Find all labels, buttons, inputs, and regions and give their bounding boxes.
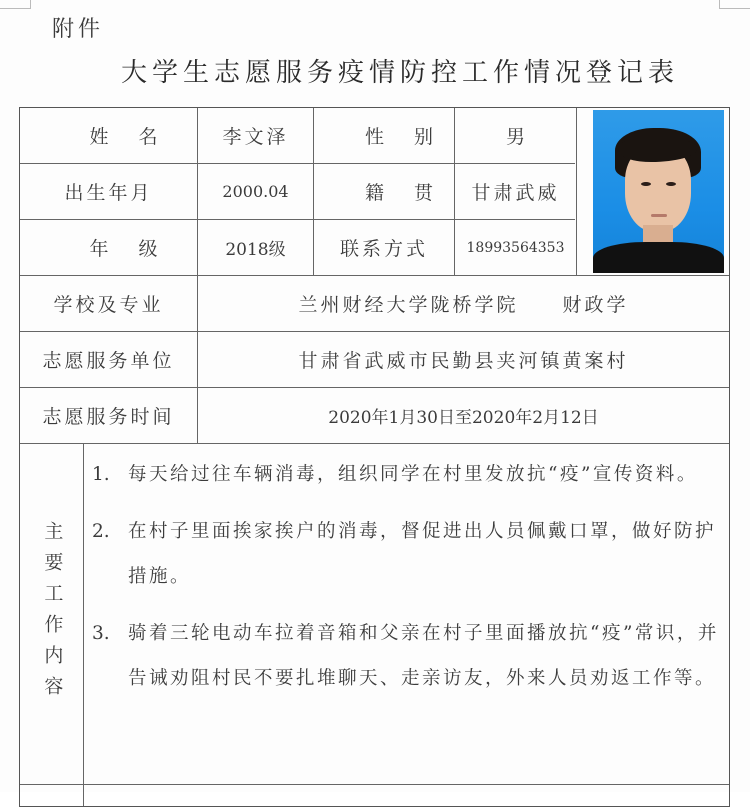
contact-value: 18993564353 (466, 239, 565, 256)
crop-mark (719, 0, 750, 9)
list-item-number: 1. (92, 464, 110, 485)
registration-form-table (19, 107, 730, 807)
list-item (86, 611, 726, 701)
service-time-label: 志愿服务时间 (42, 406, 175, 428)
native-place-label: 籍贯 (364, 182, 463, 204)
main-work-content-label-text: 主要工作内容 (41, 521, 64, 707)
row-divider (20, 784, 729, 785)
gender-label: 性别 (364, 126, 463, 148)
work-content-list (86, 452, 726, 713)
grade-value: 2018级 (225, 240, 286, 260)
name-label: 姓名 (89, 126, 188, 148)
name-value: 李文泽 (222, 126, 289, 148)
document-title: 大学生志愿服务疫情防控工作情况登记表 (120, 58, 679, 88)
list-item (86, 509, 726, 599)
row-divider (20, 443, 729, 444)
column-divider (576, 108, 577, 275)
service-unit-value: 甘肃省武威市民勤县夹河镇黄案村 (298, 350, 629, 372)
list-item-text: 在村子里面挨家挨户的消毒，督促进出人员佩戴口罩，做好防护措施。 (128, 521, 717, 587)
native-place-value: 甘肃武威 (471, 182, 560, 204)
crop-mark (0, 0, 31, 9)
attachment-label: 附件 (52, 17, 105, 42)
list-item-text: 骑着三轮电动车拉着音箱和父亲在村子里面播放抗“疫”常识，并告诫劝阻村民不要扎堆聊天、走亲访友，外来人员劝返工作等。 (128, 623, 719, 689)
school-major-label: 学校及专业 (53, 294, 164, 316)
main-work-content-label (21, 444, 83, 784)
list-item-number: 3. (92, 623, 110, 644)
birth-value: 2000.04 (222, 182, 289, 201)
school-major-value: 兰州财经大学陇桥学院 财政学 (298, 294, 629, 316)
service-unit-label: 志愿服务单位 (42, 350, 175, 372)
column-divider (83, 443, 84, 806)
list-item-text: 每天给过往车辆消毒，组织同学在村里发放抗“疫”宣传资料。 (128, 464, 698, 485)
grade-label: 年级 (89, 238, 188, 260)
birth-label: 出生年月 (64, 182, 153, 204)
service-time-value: 2020年1月30日至2020年2月12日 (328, 408, 599, 428)
contact-label: 联系方式 (339, 238, 428, 260)
list-item (86, 452, 726, 497)
id-photo (593, 110, 724, 273)
list-item-number: 2. (92, 521, 110, 542)
gender-value: 男 (505, 126, 525, 148)
